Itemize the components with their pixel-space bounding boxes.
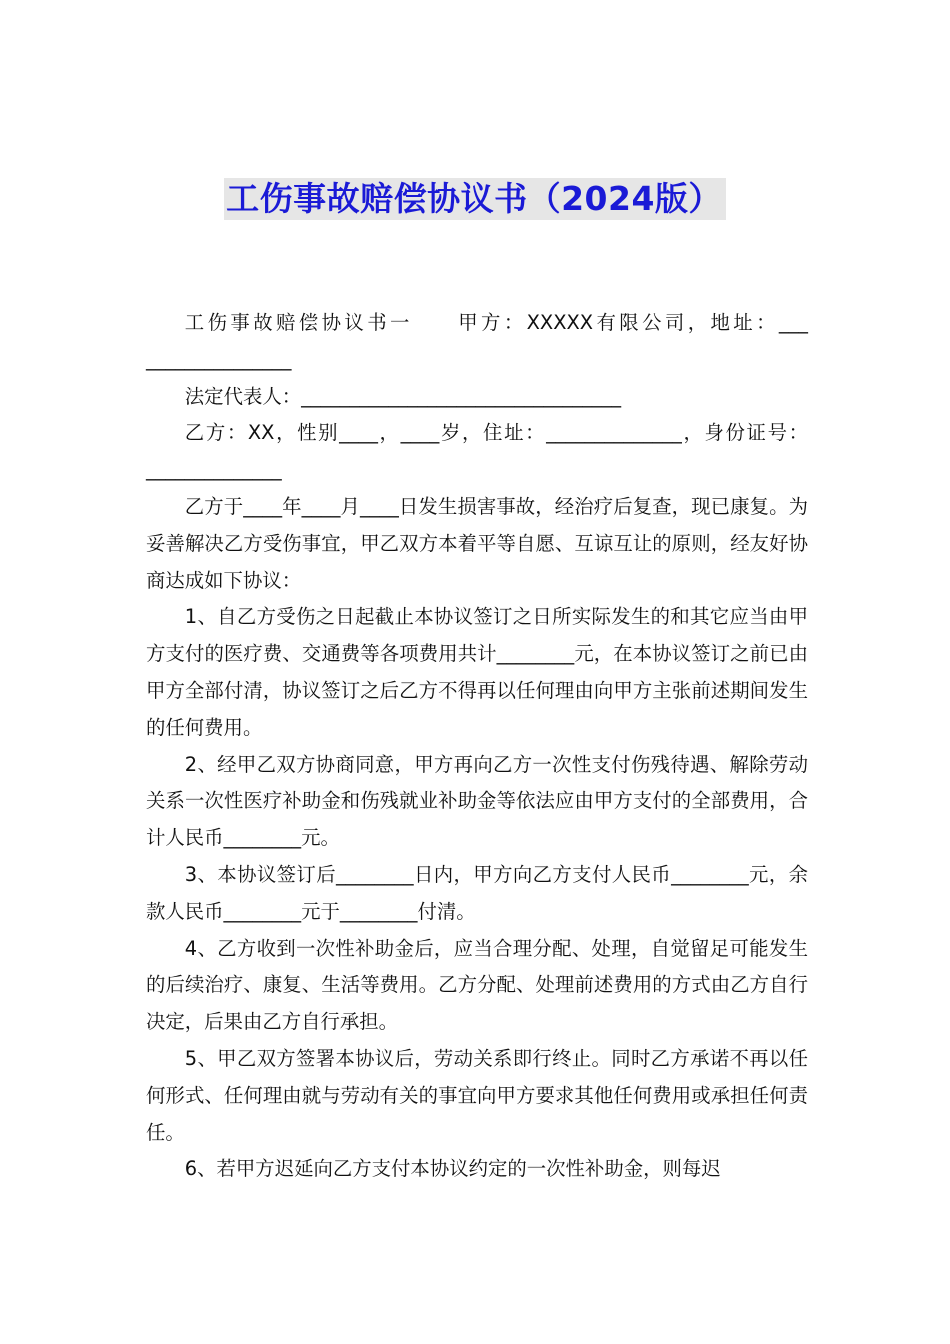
clause-4: 4、乙方收到一次性补助金后，应当合理分配、处理，自觉留足可能发生的后续治疗、康复、生活等费用。乙方分配、处理前述费用的方式由乙方自行决定，后果由乙方自行承担。 — [146, 936, 808, 1034]
clause-1: 1、自乙方受伤之日起截止本协议签订之日所实际发生的和其它应当由甲方支付的医疗费、交通费等各项费用共计________元，在本协议签订之前已由甲方全部付清，协议签订之后乙方不得再以任何理由向甲方主张前述期间发生的任何费用。 — [146, 605, 808, 739]
legal-representative-paragraph: 法定代表人：_________________________________ — [184, 384, 622, 408]
document-body — [146, 305, 808, 1188]
title-area — [0, 178, 950, 220]
clause-6: 6、若甲方迟延向乙方支付本协议约定的一次性补助金，则每迟 — [184, 1157, 721, 1181]
background-paragraph: 乙方于____年____月____日发生损害事故，经治疗后复查，现已康复。为妥善解决乙方受伤事宜，甲乙双方本着平等自愿、互谅互让的原则，经友好协商达成如下协议： — [146, 494, 808, 592]
clause-5: 5、甲乙双方签署本协议后，劳动关系即行终止。同时乙方承诺不再以任何形式、任何理由就与劳动有关的事宜向甲方要求其他任何费用或承担任何责任。 — [146, 1046, 808, 1144]
intro-paragraph — [146, 305, 808, 379]
clause-2: 2、经甲乙双方协商同意，甲方再向乙方一次性支付伤残待遇、解除劳动关系一次性医疗补助金和伤残就业补助金等依法应由甲方支付的全部费用，合计人民币________元。 — [146, 752, 808, 850]
intro-heading-text: 工伤事故赔偿协议书一 — [184, 311, 413, 334]
clause-3: 3、本协议签订后________日内，甲方向乙方支付人民币________元，余款人民币________元于________付清。 — [146, 862, 808, 923]
party-a-text: 甲方：XXXXX有限公司，地址：___ _______________ — [146, 311, 808, 371]
party-b-paragraph: 乙方：XX，性别____，____岁，住址：______________，身份证号：______________ — [146, 421, 808, 482]
document-title: 工伤事故赔偿协议书（2024版） — [224, 178, 726, 220]
